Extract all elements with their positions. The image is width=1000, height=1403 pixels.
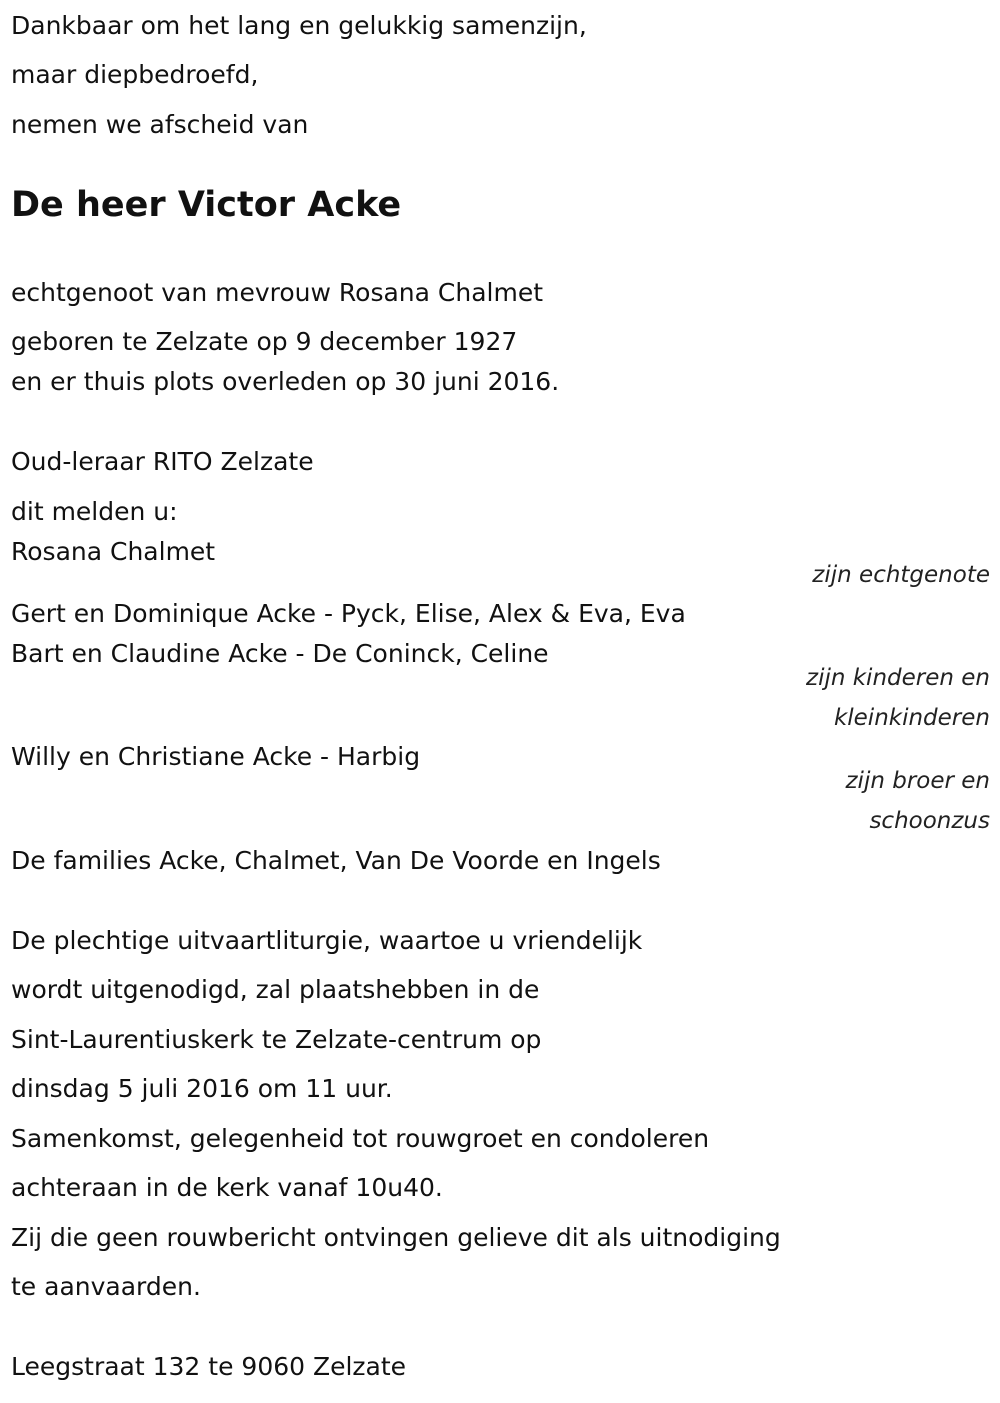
announcer-name: Bart en Claudine Acke - De Coninck, Celine (11, 639, 549, 668)
ceremony-line: Zij die geen rouwbericht ontvingen gelieve dit als uitnodiging (11, 1223, 781, 1252)
relation-label-line: kleinkinderen (833, 705, 990, 731)
intro-line: Dankbaar om het lang en gelukkig samenzijn, (11, 11, 587, 40)
ceremony-line: wordt uitgenodigd, zal plaatshebben in de (11, 975, 540, 1004)
ceremony-line: Sint-Laurentiuskerk te Zelzate-centrum op (11, 1025, 542, 1054)
born-line: geboren te Zelzate op 9 december 1927 (11, 327, 518, 356)
announcer-name: Willy en Christiane Acke - Harbig (11, 742, 421, 771)
died-line: en er thuis plots overleden op 30 juni 2016. (11, 367, 560, 396)
ceremony-line: Samenkomst, gelegenheid tot rouwgroet en condoleren (11, 1124, 710, 1153)
ceremony-line: achteraan in de kerk vanaf 10u40. (11, 1173, 443, 1202)
spouse-line: echtgenoot van mevrouw Rosana Chalmet (11, 278, 544, 307)
intro-line: nemen we afscheid van (11, 110, 309, 139)
announcer-name: Gert en Dominique Acke - Pyck, Elise, Alex & Eva, Eva (11, 599, 686, 628)
ceremony-line: dinsdag 5 juli 2016 om 11 uur. (11, 1074, 393, 1103)
address-line: Leegstraat 132 te 9060 Zelzate (11, 1352, 407, 1381)
ceremony-line: De plechtige uitvaartliturgie, waartoe u vriendelijk (11, 926, 643, 955)
announcers-intro: dit melden u: (11, 497, 178, 526)
relation-label-line: zijn kinderen en (806, 665, 990, 691)
relation-label (590, 658, 990, 738)
families-line: De families Acke, Chalmet, Van De Voorde en Ingels (11, 846, 661, 875)
occupation-line: Oud-leraar RITO Zelzate (11, 447, 314, 476)
announcer-name: Rosana Chalmet (11, 537, 216, 566)
relation-label-line: zijn broer en (845, 768, 990, 794)
relation-label-line: schoonzus (869, 808, 990, 834)
ceremony-line: te aanvaarden. (11, 1272, 201, 1301)
relation-label (590, 555, 990, 595)
deceased-name: De heer Victor Acke (11, 185, 402, 225)
intro-line: maar diepbedroefd, (11, 60, 259, 89)
relation-label-line: zijn echtgenote (812, 562, 990, 588)
relation-label (590, 761, 990, 841)
